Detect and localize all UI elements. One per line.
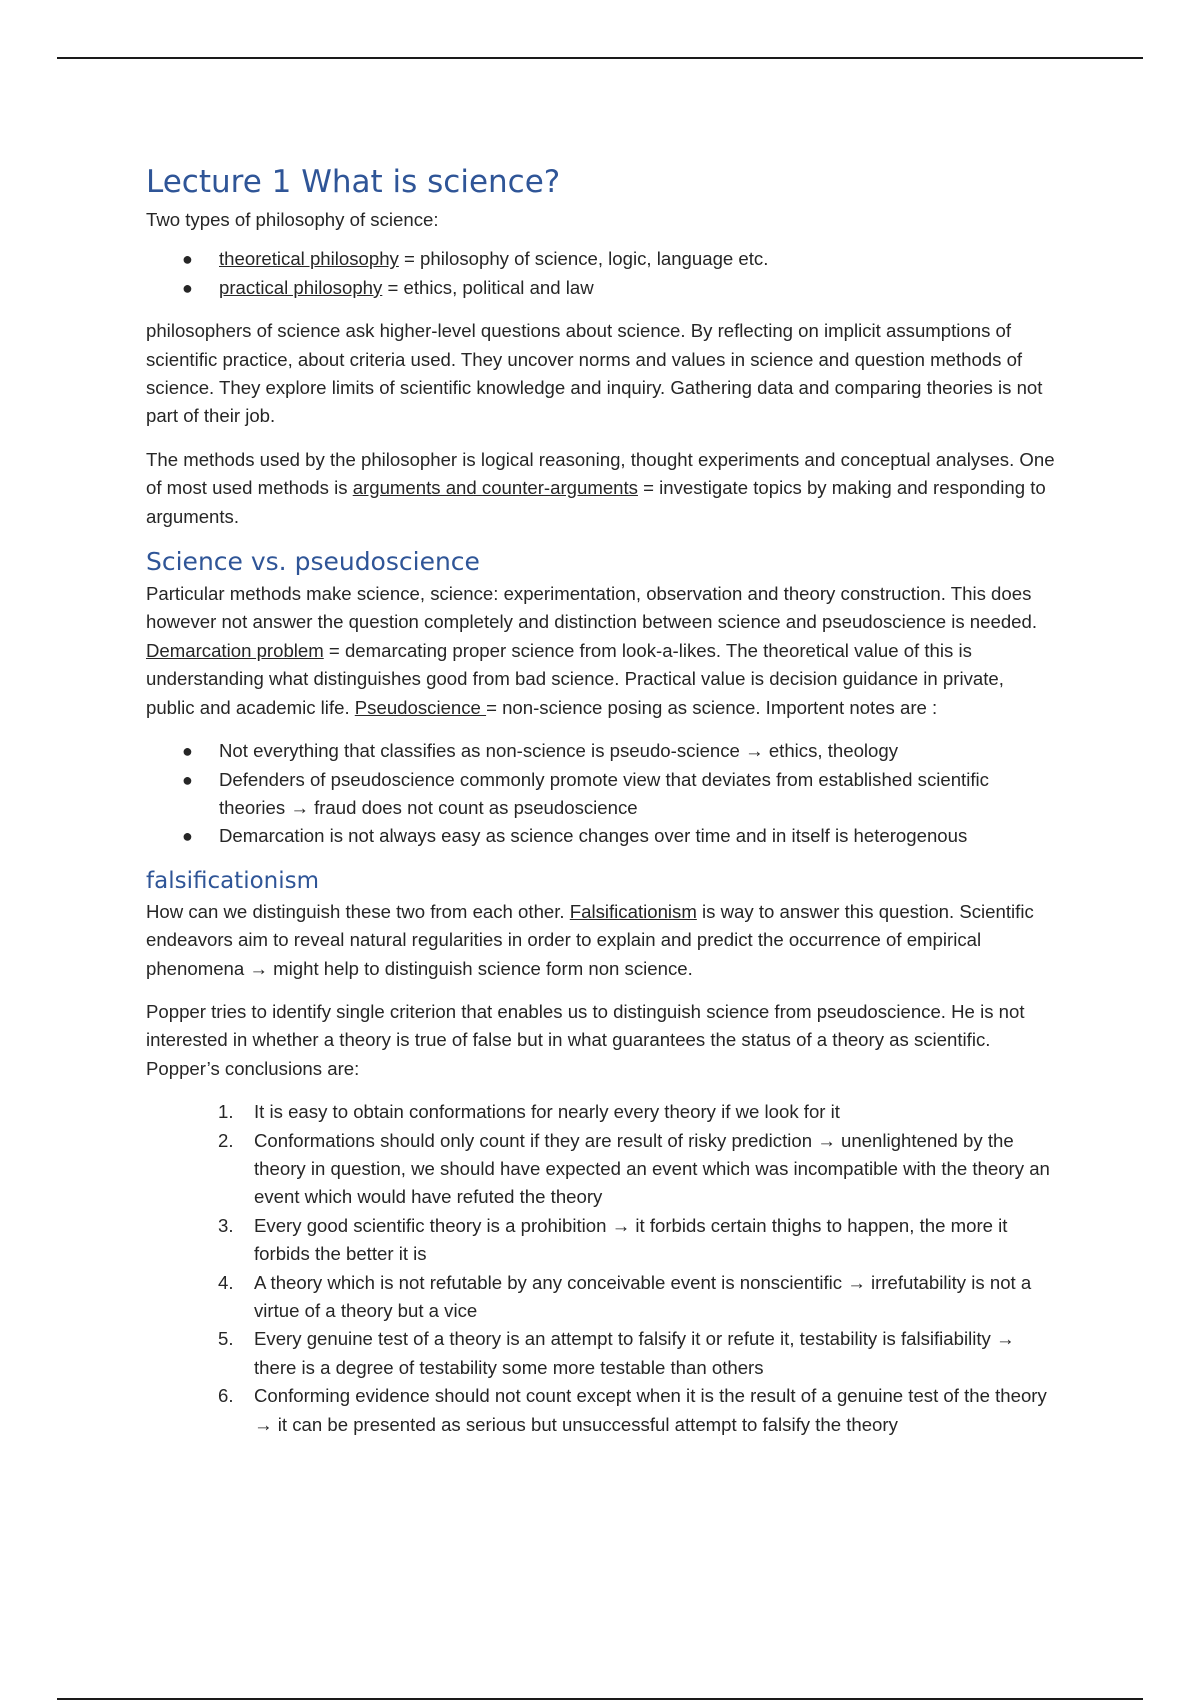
term-demarcation-problem: Demarcation problem	[146, 639, 324, 661]
bullet-icon: ●	[182, 277, 193, 298]
paragraph-philosophers: philosophers of science ask higher-level questions about science. By reflecting on implicit assumptions of scientific practice, about criteria used. They uncover norms and values in science and question methods of science. They explore limits of scientific knowledge and inquiry. Gathering data and comparing theories is not part of their job.	[146, 320, 1043, 427]
term-pseudoscience: Pseudoscience	[354, 696, 487, 718]
list-item: 4. A theory which is not refutable by any conceivable event is nonscientific → irrefutability is not a virtue of a theory but a vice	[218, 1271, 1032, 1321]
term-falsificationism: Falsificationism	[569, 900, 697, 922]
section-heading-falsificationism: falsificationism	[146, 867, 320, 894]
list-item: 5. Every genuine test of a theory is an attempt to falsify it or refute it, testability is falsifiability → there is a degree of testability some more testable than others	[218, 1328, 1015, 1378]
bullet-icon: ●	[182, 741, 193, 762]
term-arguments: arguments and counter-arguments	[352, 477, 638, 499]
page-title: Lecture 1 What is science?	[146, 164, 561, 200]
list-item: ● Defenders of pseudoscience commonly promote view that deviates from established scientific theories → fraud does not count as pseudoscience	[146, 766, 1056, 823]
paragraph-methods: The methods used by the philosopher is logical reasoning, thought experiments and conceptual analyses. One of most used methods is arguments and counter-arguments = investigate topics by making and responding to arguments.	[146, 448, 1055, 527]
philosophy-types-list	[146, 245, 1056, 302]
list-item: ● practical philosophy = ethics, political and law	[146, 274, 1056, 302]
bullet-icon: ●	[182, 249, 193, 270]
document-body	[146, 162, 1056, 1454]
list-item: 2. Conformations should only count if they are result of risky prediction → unenlightened by the theory in question, we should have expected an event which was incompatible with the theory an event which would have refuted the theory	[218, 1129, 1050, 1208]
list-item: ● Not everything that classifies as non-science is pseudo-science → ethics, theology	[146, 737, 1056, 765]
paragraph-demarcation: Particular methods make science, science: experimentation, observation and theory construction. This does however not answer the question completely and distinction between science and pseudoscience is needed. Demarcation problem = demarcating proper science from look-a-likes. The theoretical value of this is understanding what distinguishes good from bad science. Practical value is decision guidance in private, public and academic life. Pseudoscience = non-science posing as science. Importent notes are :	[146, 583, 1038, 718]
list-item: ● theoretical philosophy = philosophy of science, logic, language etc.	[146, 245, 1056, 273]
list-item: 6. Conforming evidence should not count except when it is the result of a genuine test of the theory → it can be presented as serious but unsuccessful attempt to falsify the theory	[218, 1385, 1047, 1435]
section-heading-science-vs-pseudoscience: Science vs. pseudoscience	[146, 547, 480, 577]
list-item: ● Demarcation is not always easy as science changes over time and in itself is heterogenous	[146, 822, 1056, 850]
term-practical-philosophy: practical philosophy	[219, 276, 383, 298]
list-item: 3. Every good scientific theory is a prohibition → it forbids certain thighs to happen, the more it forbids the better it is	[218, 1214, 1008, 1265]
notes-list	[146, 737, 1056, 851]
bullet-icon: ●	[182, 769, 193, 790]
term-theoretical-philosophy: theoretical philosophy	[219, 248, 399, 270]
intro-text: Two types of philosophy of science:	[146, 209, 439, 230]
paragraph-popper: Popper tries to identify single criterion that enables us to distinguish science from pseudoscience. He is not interested in whether a theory is true of false but in what guarantees the status of a theory as scientific. Popper’s conclusions are:	[146, 1000, 1025, 1079]
paragraph-falsificationism: How can we distinguish these two from each other. Falsificationism is way to answer this question. Scientific endeavors aim to reveal natural regularities in order to explain and predict the occurrence of empirical phenomena → might help to distinguish science form non science.	[146, 900, 1034, 979]
bullet-icon: ●	[182, 826, 193, 847]
popper-conclusions-list	[146, 1098, 1056, 1439]
list-item: 1. It is easy to obtain conformations for nearly every theory if we look for it	[218, 1101, 840, 1123]
header-rule	[57, 57, 1143, 59]
